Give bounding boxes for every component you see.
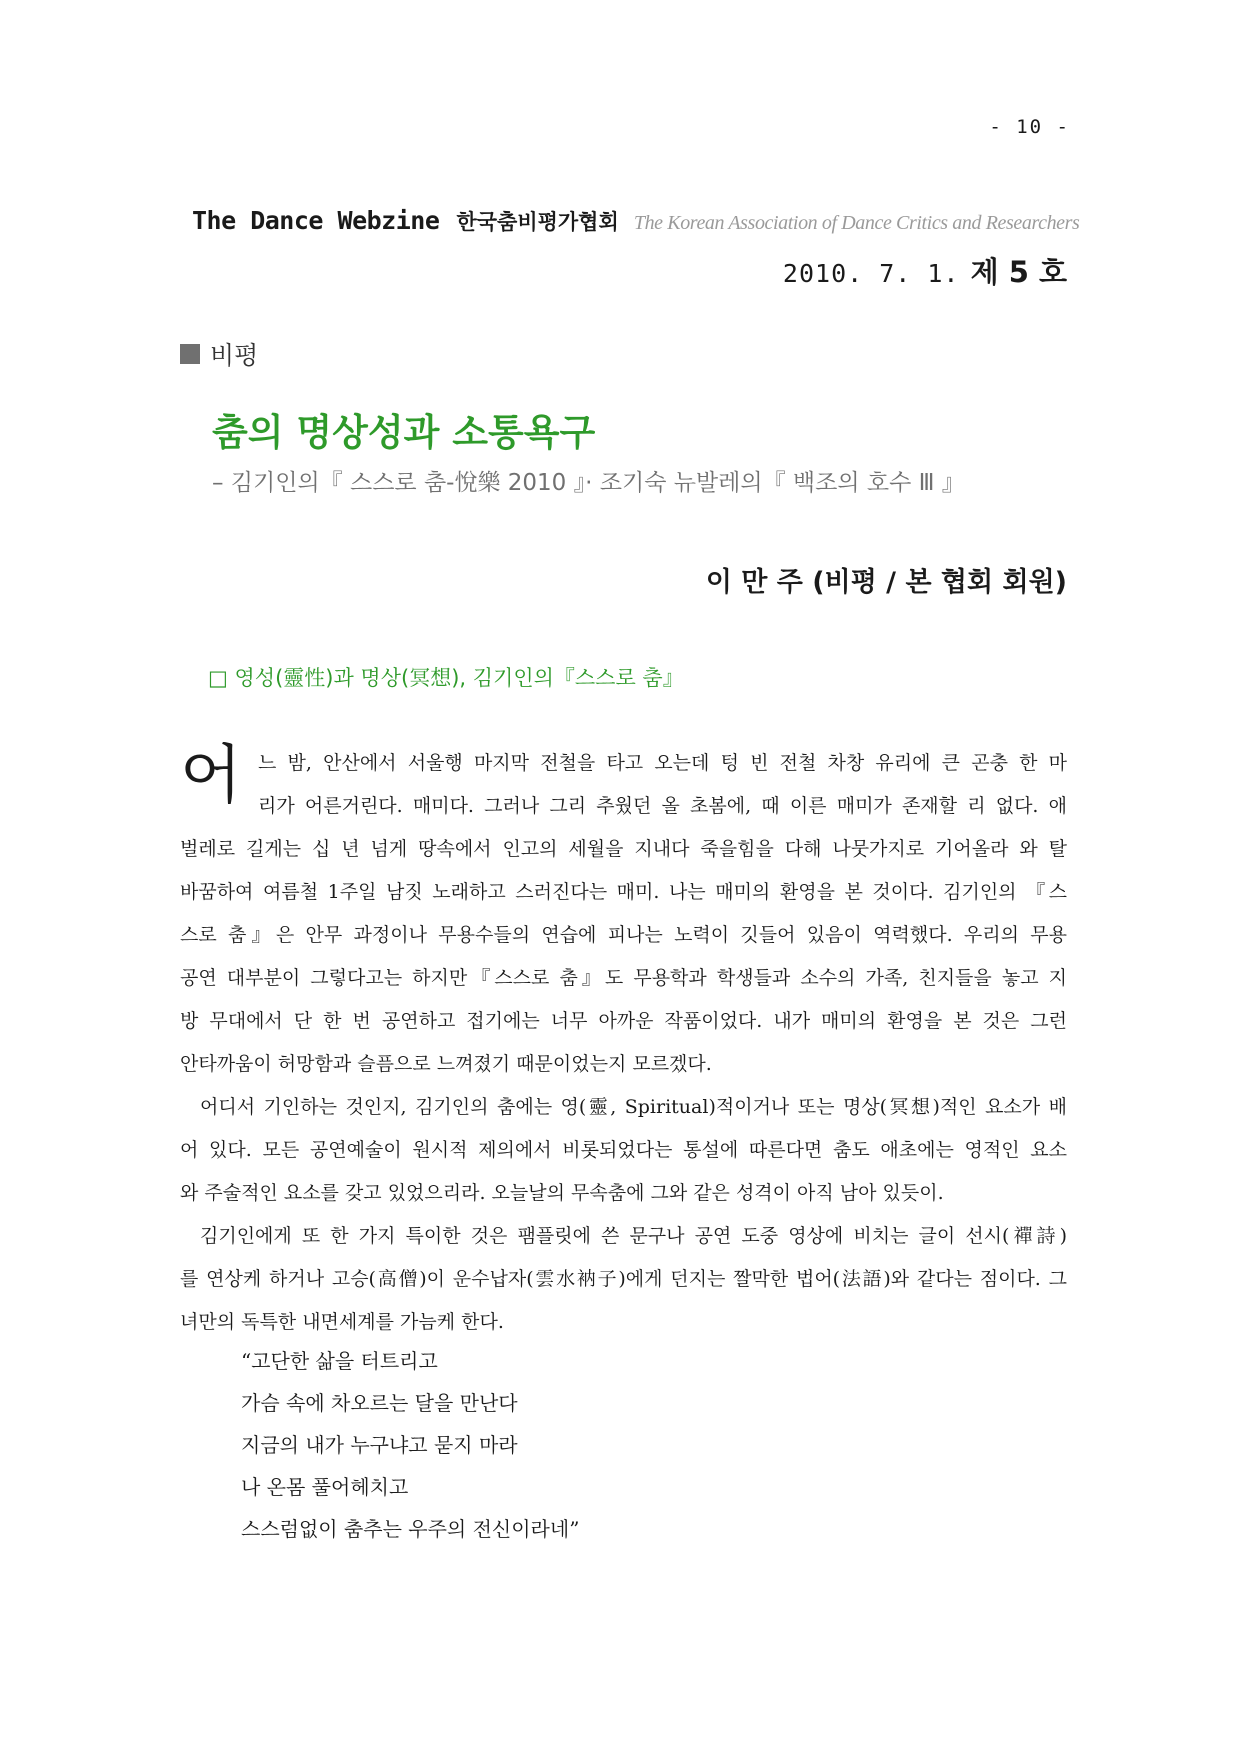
issue-info	[783, 250, 1067, 291]
poem-line: 지금의 내가 누구냐고 묻지 마라	[241, 1433, 518, 1457]
square-bullet-icon	[180, 344, 200, 364]
section-label	[180, 336, 258, 372]
paragraph-2	[180, 1086, 1067, 1215]
poem-line: 나 온몸 풀어헤치고	[241, 1475, 409, 1499]
body-line: 와 주술적인 요소를 갖고 있었으리라. 오늘날의 무속춤에 그와 같은 성격이 아직 남아 있듯이.	[180, 1182, 944, 1204]
poem-line: 가슴 속에 차오르는 달을 만난다	[241, 1391, 518, 1415]
issue-number: 제 5 호	[970, 255, 1067, 289]
drop-cap: 어	[180, 739, 242, 813]
body-line: 느 밤, 안산에서 서울행 마지막 전철을 타고 오는데 텅 빈 전철 차창 유리에 큰 곤충 한 마	[258, 752, 1067, 774]
issue-date: 2010. 7. 1.	[782, 259, 960, 288]
section-label-text: 비평	[210, 341, 259, 370]
poem-line: “고단한 삶을 터트리고	[241, 1349, 438, 1373]
poem-quote	[241, 1340, 579, 1550]
body-line: 공연 대부분이 그렇다고는 하지만『스스로 춤』도 무용학과 학생들과 소수의 가족, 친지들을 놓고 지	[180, 967, 1067, 989]
article-author: 이 만 주 (비평 / 본 협회 회원)	[705, 567, 1067, 598]
body-line: 를 연상케 하거나 고승(高僧)이 운수납자(雲水衲子)에게 던지는 짤막한 법어(法語)와 같다는 점이다. 그	[180, 1268, 1067, 1290]
body-line: 안타까움이 허망함과 슬픔으로 느껴졌기 때문이었는지 모르겠다.	[180, 1053, 712, 1075]
association-name-ko: 한국춤비평가협회	[456, 210, 619, 234]
body-line: 김기인에게 또 한 가지 특이한 것은 팸플릿에 쓴 문구나 공연 도중 영상에 비치는 글이 선시(禪詩)	[200, 1225, 1067, 1247]
article-title: 춤의 명상성과 소통욕구	[212, 411, 596, 454]
webzine-title: The Dance Webzine	[192, 206, 440, 235]
body-line: 어디서 기인하는 것인지, 김기인의 춤에는 영(靈, Spiritual)적이거나 또는 명상(冥想)적인 요소가 배	[200, 1096, 1067, 1118]
article-subtitle: – 김기인의『 스스로 춤-悅樂 2010 』· 조기숙 뉴발레의『 백조의 호수 Ⅲ 』	[212, 470, 965, 496]
association-name-en: The Korean Association of Dance Critics and Researchers	[633, 212, 1080, 234]
body-line: 방 무대에서 단 한 번 공연하고 접기에는 너무 아까운 작품이었다. 내가 매미의 환영을 본 것은 그런	[180, 1010, 1067, 1032]
body-line: 바꿈하여 여름철 1주일 남짓 노래하고 스러진다는 매미. 나는 매미의 환영을 본 것이다. 김기인의 『스	[180, 881, 1067, 903]
section-subheading: □ 영성(靈性)과 명상(冥想), 김기인의『스스로 춤』	[208, 666, 684, 690]
body-line: 어 있다. 모든 공연예술이 원시적 제의에서 비롯되었다는 통설에 따른다면 춤도 애초에는 영적인 요소	[180, 1139, 1067, 1161]
paragraph-1	[180, 742, 1067, 1086]
body-line: 스로 춤』은 안무 과정이나 무용수들의 연습에 피나는 노력이 깃들어 있음이 역력했다. 우리의 무용	[180, 924, 1067, 946]
paragraph-3	[180, 1215, 1067, 1344]
body-line: 리가 어른거린다. 매미다. 그러나 그리 추웠던 올 초봄에, 때 이른 매미가 존재할 리 없다. 애	[258, 795, 1067, 817]
masthead	[192, 206, 1080, 236]
poem-line: 스스럼없이 춤추는 우주의 전신이라네”	[241, 1517, 580, 1541]
article-body	[180, 739, 1067, 1344]
page-number: - 10 -	[989, 116, 1070, 138]
body-line: 벌레로 길게는 십 년 넘게 땅속에서 인고의 세월을 지내다 죽을힘을 다해 나뭇가지로 기어올라 와 탈	[180, 838, 1067, 860]
body-line: 녀만의 독특한 내면세계를 가늠케 한다.	[180, 1311, 504, 1333]
